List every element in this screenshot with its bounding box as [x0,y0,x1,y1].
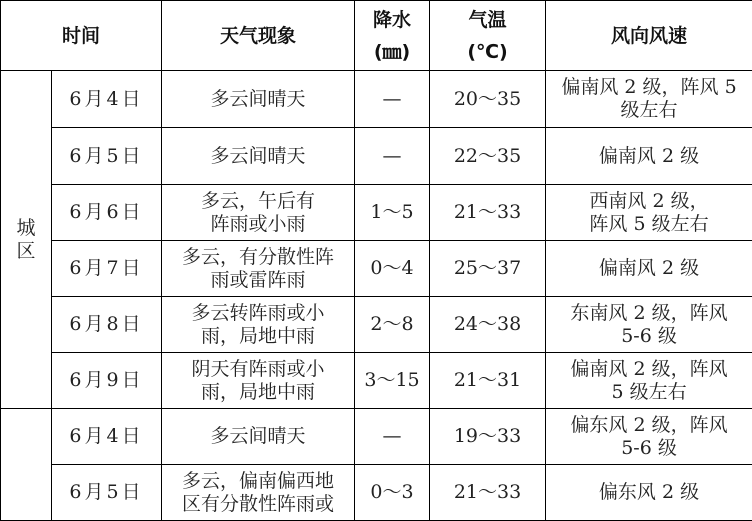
table-row [1,465,752,521]
header-time: 时间 [1,1,162,71]
header-precipitation-unit: (㎜) [357,36,427,68]
weather-cell: 多云，偏南偏西地 区有分散性阵雨或 [162,465,355,521]
table-row [1,71,752,128]
weather-cell: 多云，午后有 阵雨或小雨 [162,185,355,241]
temperature-cell: 20～35 [430,71,546,128]
precipitation-cell: 0～3 [355,465,430,521]
temperature-cell: 25～37 [430,241,546,297]
precipitation-cell: — [355,409,430,465]
temperature-cell: 21～33 [430,185,546,241]
table-row [1,185,752,241]
weather-cell: 多云间晴天 [162,409,355,465]
region-cell [1,409,52,521]
table-row [1,241,752,297]
date-cell: 6月4日 [52,71,162,128]
weather-cell: 多云转阵雨或小 雨，局地中雨 [162,297,355,353]
header-temperature-label: 气温 [432,4,543,36]
header-weather: 天气现象 [162,1,355,71]
wind-cell: 偏东风 2 级 [546,465,752,521]
weather-cell: 多云间晴天 [162,128,355,185]
header-temperature-unit: (℃) [432,36,543,68]
table-row [1,409,752,465]
header-temperature [430,1,546,71]
date-cell: 6月7日 [52,241,162,297]
precipitation-cell: — [355,128,430,185]
wind-cell: 偏南风 2 级，阵风 5 级左右 [546,71,752,128]
wind-cell: 偏南风 2 级 [546,128,752,185]
weather-cell: 阴天有阵雨或小 雨，局地中雨 [162,353,355,409]
table-row [1,353,752,409]
region-cell: 城 区 [1,71,52,409]
temperature-cell: 22～35 [430,128,546,185]
precipitation-cell: 0～4 [355,241,430,297]
date-cell: 6月8日 [52,297,162,353]
header-row [1,1,752,71]
date-cell: 6月5日 [52,465,162,521]
date-cell: 6月9日 [52,353,162,409]
header-wind: 风向风速 [546,1,752,71]
temperature-cell: 21～33 [430,465,546,521]
table-row [1,128,752,185]
date-cell: 6月5日 [52,128,162,185]
wind-cell: 西南风 2 级， 阵风 5 级左右 [546,185,752,241]
weather-cell: 多云，有分散性阵 雨或雷阵雨 [162,241,355,297]
table-row [1,297,752,353]
forecast-body [1,71,752,521]
temperature-cell: 24～38 [430,297,546,353]
wind-cell: 偏东风 2 级，阵风 5-6 级 [546,409,752,465]
date-cell: 6月4日 [52,409,162,465]
header-precipitation-label: 降水 [357,4,427,36]
wind-cell: 东南风 2 级，阵风 5-6 级 [546,297,752,353]
header-precipitation [355,1,430,71]
wind-cell: 偏南风 2 级 [546,241,752,297]
weather-cell: 多云间晴天 [162,71,355,128]
wind-cell: 偏南风 2 级，阵风 5 级左右 [546,353,752,409]
temperature-cell: 19～33 [430,409,546,465]
precipitation-cell: 1～5 [355,185,430,241]
precipitation-cell: 2～8 [355,297,430,353]
temperature-cell: 21～31 [430,353,546,409]
precipitation-cell: 3～15 [355,353,430,409]
precipitation-cell: — [355,71,430,128]
date-cell: 6月6日 [52,185,162,241]
